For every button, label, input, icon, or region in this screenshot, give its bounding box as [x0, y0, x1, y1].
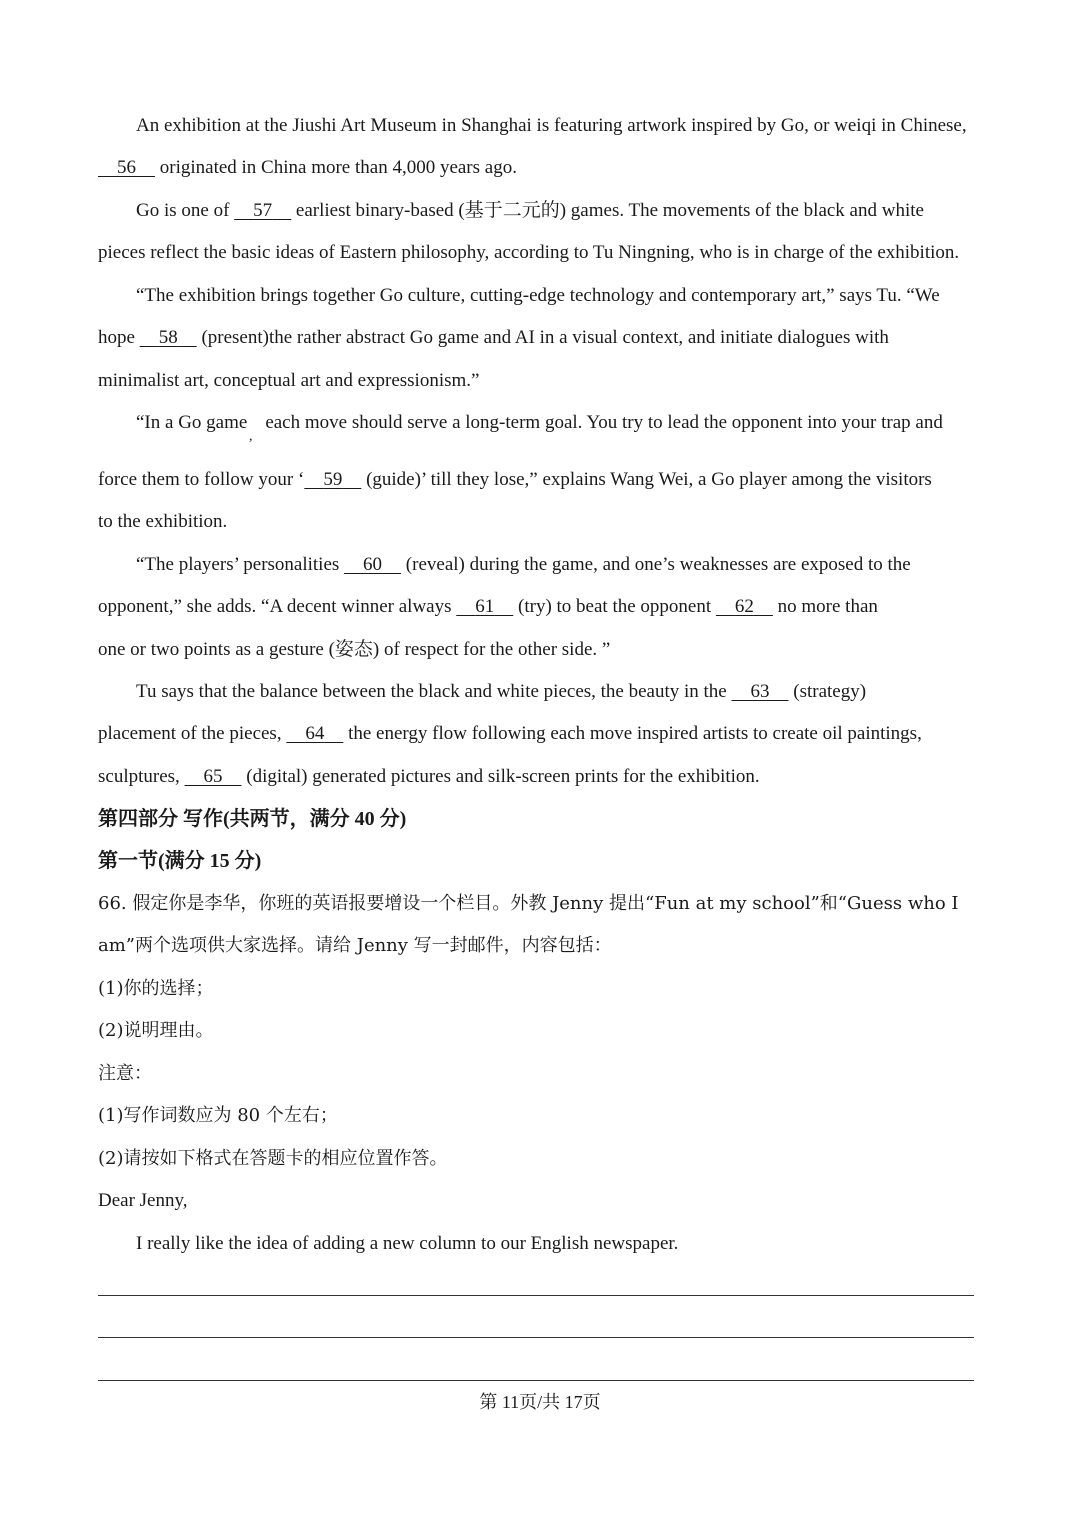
passage-text: (present)the rather abstract Go game and AI in a visual context, and initiate dialogues with [196, 327, 889, 348]
passage-text: to the exhibition. [98, 511, 228, 532]
requirement-item: (2)说明理由。 [98, 1020, 214, 1041]
passage-text: minimalist art, conceptual art and expressionism.” [98, 370, 480, 391]
passage-text: (reveal) during the game, and one’s weaknesses are exposed to the [401, 554, 911, 575]
passage-text: “The exhibition brings together Go culture, cutting-edge technology and contemporary art,” says Tu. “We [136, 285, 940, 306]
section-heading-sec1: 第一节(满分 15 分) [98, 850, 262, 872]
page-number: 第 11页/共 17页 [479, 1392, 601, 1412]
passage-text: the energy flow following each move inspired artists to create oil paintings, [343, 723, 922, 744]
requirement-item: (1)你的选择； [98, 978, 214, 999]
passage-line [136, 114, 967, 138]
passage-text: (strategy) [788, 681, 867, 702]
blank-56: 56 [117, 157, 136, 178]
passage-text: placement of the pieces, [98, 723, 287, 744]
blank-62: 62 [734, 596, 754, 617]
passage-line [136, 199, 924, 223]
stray-comma: , [249, 429, 253, 444]
passage-line [98, 468, 932, 492]
passage-text: hope [98, 327, 140, 348]
blank-57: 57 [253, 200, 273, 221]
passage-text: one or two points as a gesture (姿态) of respect for the other side. ” [98, 639, 611, 660]
note-item: (1)写作词数应为 80 个左右； [98, 1105, 338, 1126]
passage-line [98, 595, 878, 619]
question-66-line2: am”两个选项供大家选择。请给 Jenny 写一封邮件，内容包括： [98, 935, 612, 956]
passage-text: originated in China more than 4,000 years ago. [155, 157, 517, 178]
passage-line [98, 241, 959, 265]
note-label: 注意： [98, 1063, 152, 1084]
blank-64: 64 [305, 723, 325, 744]
answer-line[interactable] [98, 1380, 974, 1381]
blank-60: 60 [363, 554, 383, 575]
answer-line[interactable] [98, 1295, 974, 1296]
passage-text: no more than [772, 596, 878, 617]
blank-63: 63 [750, 681, 770, 702]
passage-text: each move should serve a long-term goal. You try to lead the opponent into your trap and [265, 412, 943, 433]
section-heading-part4: 第四部分 写作(共两节，满分 40 分) [98, 808, 407, 830]
letter-opening: I really like the idea of adding a new column to our English newspaper. [136, 1233, 679, 1254]
question-66-line1: 66. 假定你是李华，你班的英语报要增设一个栏目。外教 Jenny 提出“Fun at my school”和“Guess who I [98, 893, 959, 914]
passage-line [98, 326, 889, 350]
passage-text: earliest binary-based (基于二元的) games. The movements of the black and white [291, 200, 924, 221]
letter-greeting: Dear Jenny, [98, 1190, 188, 1211]
passage-line [136, 284, 940, 308]
blank-58: 58 [158, 327, 178, 348]
passage-text: “In a Go game [136, 412, 248, 433]
passage-line [98, 369, 479, 393]
blank-65: 65 [203, 766, 223, 787]
blank-61: 61 [475, 596, 495, 617]
blank-59: 59 [323, 469, 343, 490]
passage-text: (digital) generated pictures and silk-screen prints for the exhibition. [241, 766, 760, 787]
passage-line [98, 510, 227, 534]
passage-line [98, 156, 517, 180]
passage-line [136, 680, 866, 704]
passage-text: (guide)’ till they lose,” explains Wang Wei, a Go player among the visitors [361, 469, 932, 490]
passage-line [98, 765, 760, 789]
note-item: (2)请按如下格式在答题卡的相应位置作答。 [98, 1148, 448, 1169]
passage-line [98, 638, 610, 662]
passage-text: An exhibition at the Jiushi Art Museum in Shanghai is featuring artwork inspired by Go, or weiqi in Chinese, [136, 115, 967, 136]
passage-text: pieces reflect the basic ideas of Eastern philosophy, according to Tu Ningning, who is in charge of the exhibition. [98, 242, 960, 263]
passage-text: opponent,” she adds. “A decent winner always [98, 596, 457, 617]
passage-line [136, 411, 943, 435]
passage-text: “The players’ personalities [136, 554, 345, 575]
answer-line[interactable] [98, 1337, 974, 1338]
passage-line [98, 722, 922, 746]
passage-text: (try) to beat the opponent [513, 596, 716, 617]
passage-line [136, 553, 911, 577]
passage-text: sculptures, [98, 766, 185, 787]
passage-text: force them to follow your ‘ [98, 469, 305, 490]
passage-text: Go is one of [136, 200, 235, 221]
passage-text: Tu says that the balance between the black and white pieces, the beauty in the [136, 681, 732, 702]
